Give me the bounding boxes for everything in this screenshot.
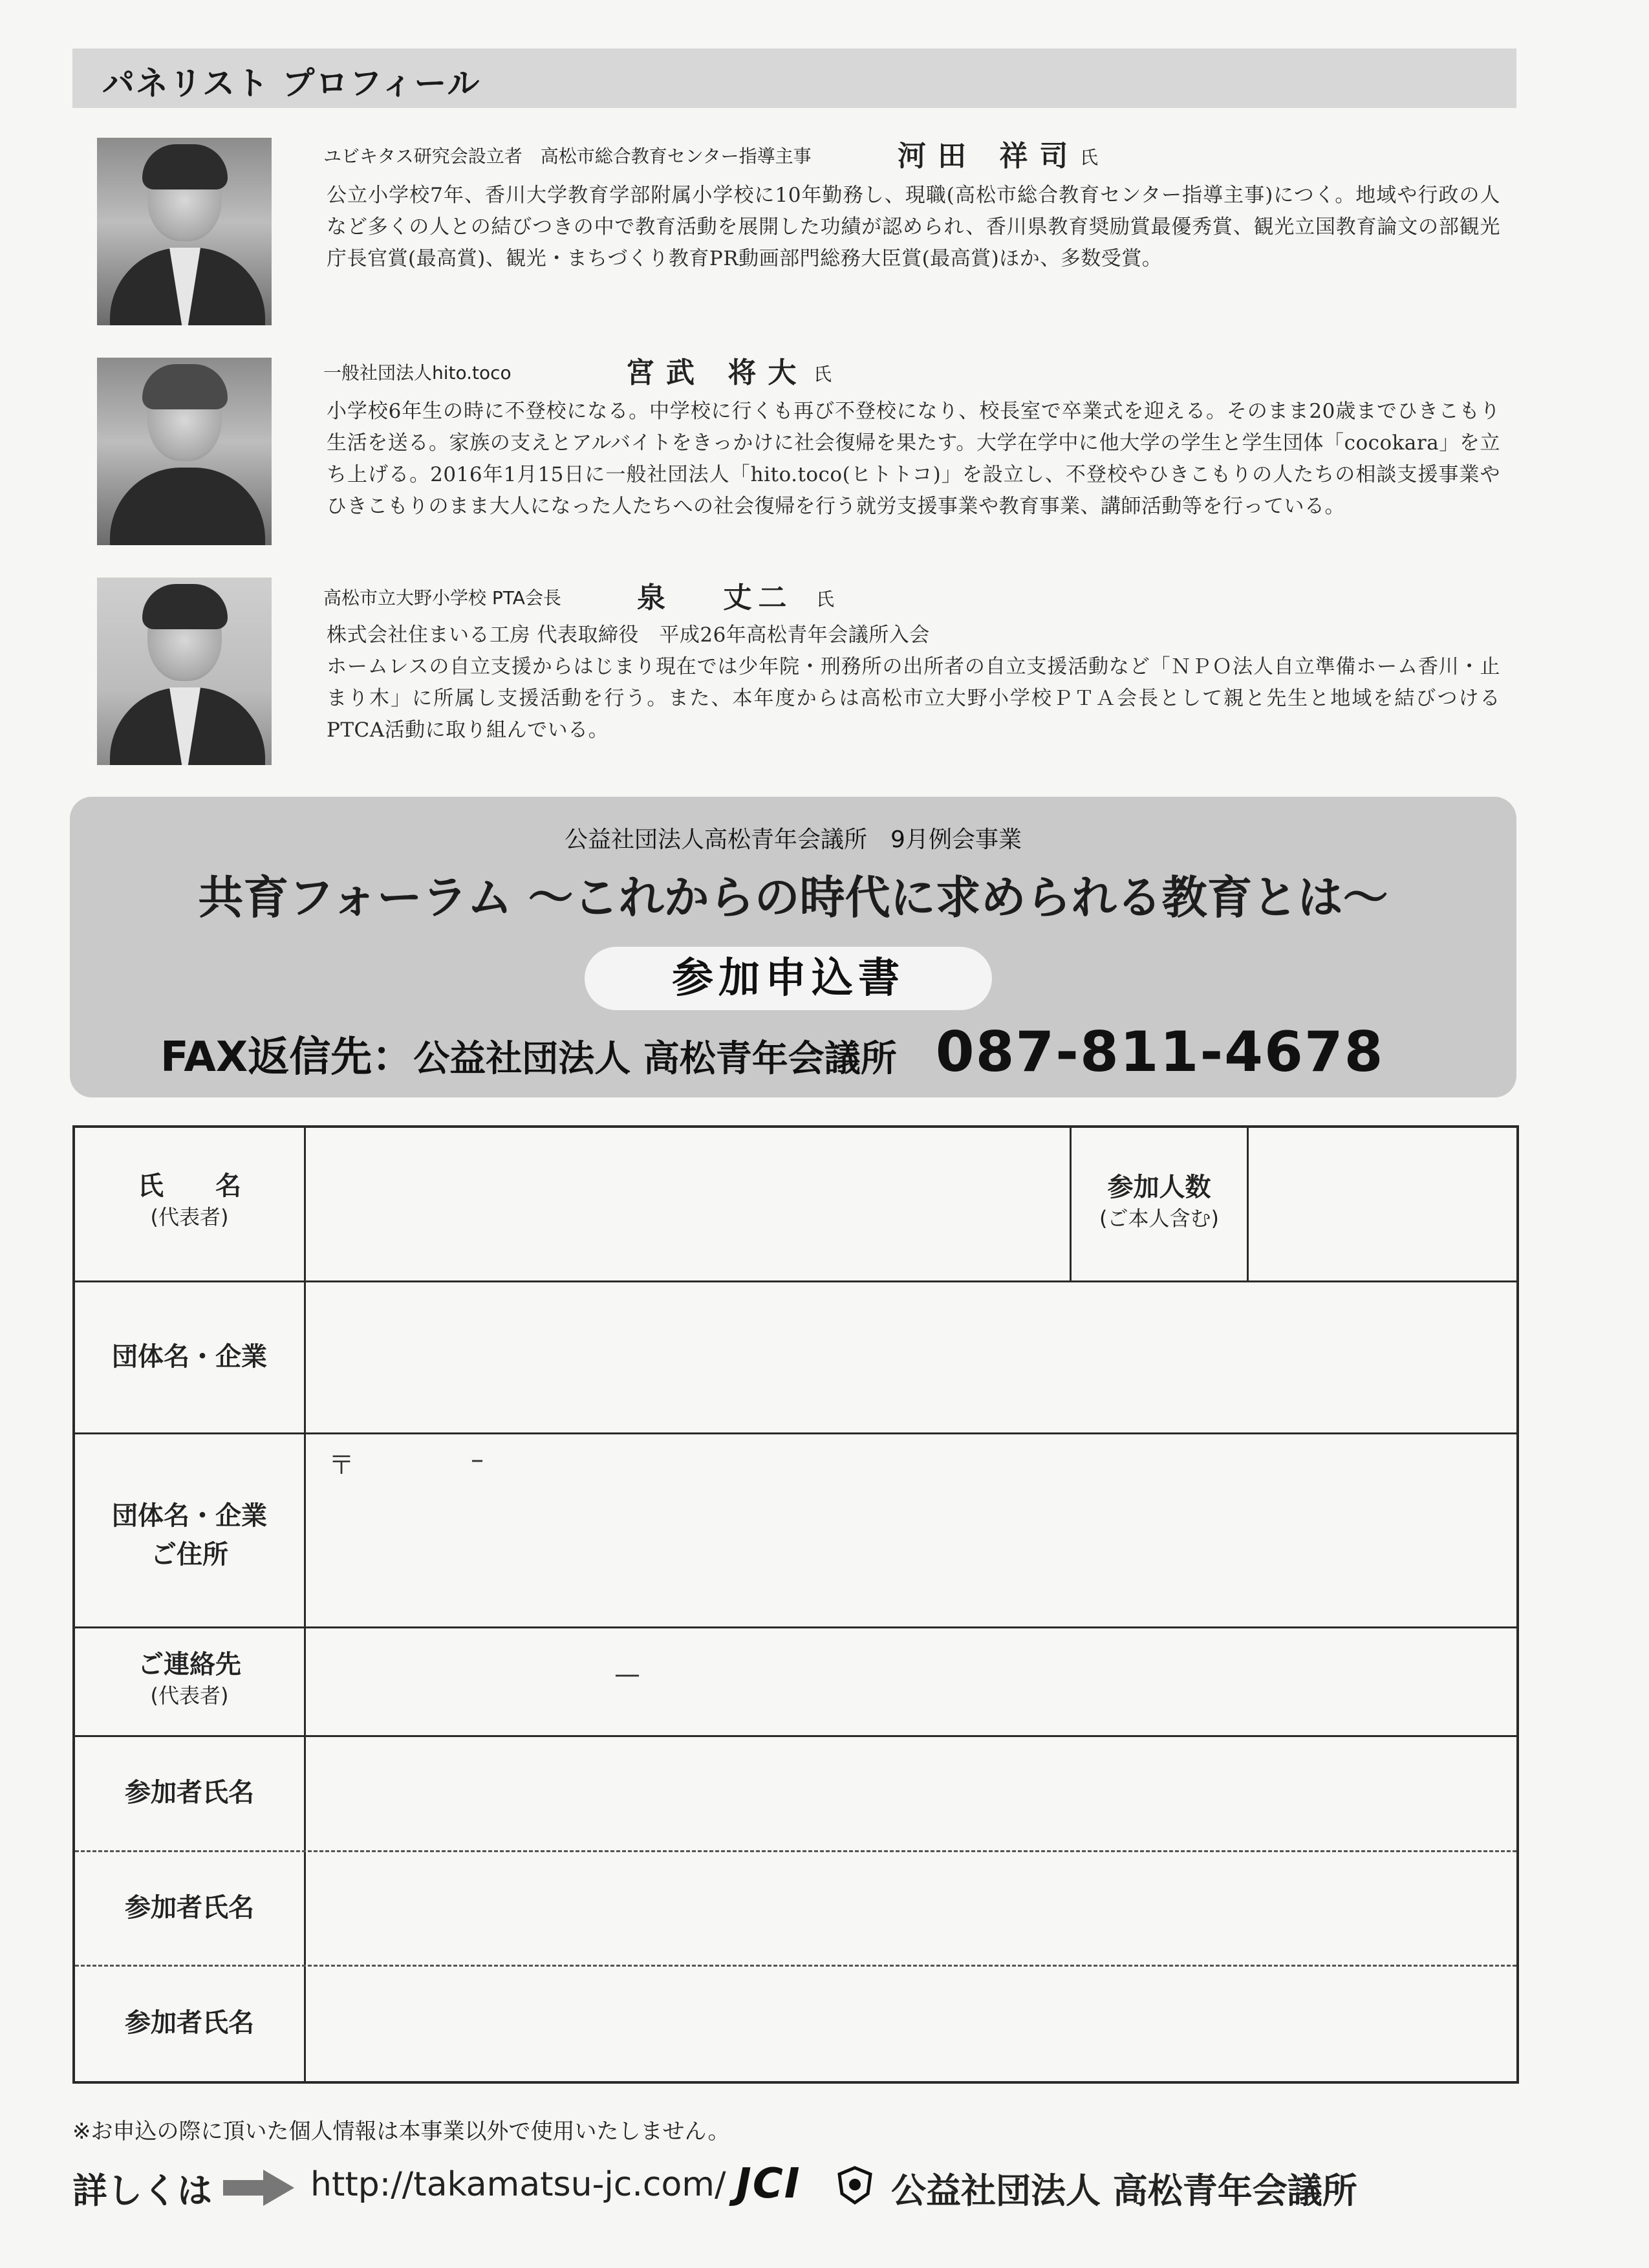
fax-org: 公益社団法人 高松青年会議所 [413,1038,897,1080]
name-field-label: 氏 名 (代表者) [138,1171,241,1229]
panelist-name: 泉 丈二 [637,581,793,614]
panelist-affiliation: ユビキタス研究会設立者 高松市総合教育センター指導主事 [323,146,812,167]
organization-label: 団体名・企業 [112,1342,267,1372]
participant-name-label: 参加者氏名 [125,2008,254,2038]
panelist-honorific: 氏 [816,589,835,610]
participant-name-label: 参加者氏名 [125,1778,254,1808]
footer-more-label: 詳しくは [72,2170,212,2211]
address-input[interactable] [307,1435,1514,1625]
panelist-name: 河田 祥司 [898,140,1080,173]
panelist-honorific: 氏 [1080,147,1099,168]
form-title: 参加申込書 [585,947,992,1010]
participant-name-input[interactable] [307,1738,1514,1849]
panelist-photo [97,138,272,325]
contact-input[interactable] [307,1629,1514,1733]
fax-line [160,1020,1385,1085]
panelist-bio: 株式会社住まいる工房 代表取締役 平成26年高松青年会議所入会 ホームレスの自立支援からはじまり現在では少年院・刑務所の出所者の自立支援活動など「ＮＰＯ法人自立準備ホーム香川・止まり木」に所属し支援活動を行う。また、本年度からは高松市立大野小学校ＰＴＡ会長として親と先生と地域を結びつけるPTCA活動に取り組んでいる。 [327,623,1500,742]
postal-mark: 〒 [329,1451,354,1480]
contact-label: ご連絡先 (代表者) [138,1650,241,1708]
footer-organization: 公益社団法人 高松青年会議所 [891,2170,1357,2211]
participant-name-label: 参加者氏名 [125,1893,254,1923]
event-subtitle: 公益社団法人高松青年会議所 9月例会事業 [565,826,1022,853]
application-form [72,1125,1519,2084]
panelist-honorific: 氏 [814,363,832,385]
organization-input[interactable] [307,1283,1514,1431]
arrow-right-icon [223,2170,294,2209]
panelist-affiliation: 一般社団法人hito.toco [323,362,512,383]
participant-count-input[interactable] [1249,1130,1514,1279]
participant-count-label: 参加人数 (ご本人含む) [1099,1172,1219,1231]
panelist-photo [97,358,272,545]
jci-logo: JCI [736,2160,801,2208]
jci-emblem-icon [835,2165,874,2208]
section-title: パネリスト プロフィール [102,65,481,102]
contact-dash: — [614,1659,640,1689]
participant-name-input[interactable] [307,1967,1514,2079]
address-label: 団体名・企業 ご住所 [112,1501,267,1570]
panelist-name: 宮武 将大 [626,356,808,389]
fax-label: FAX返信先： [160,1033,414,1081]
panelist-bio: 小学校6年生の時に不登校になる。中学校に行くも再び不登校になり、校長室で卒業式を迎える。そのまま20歳までひきこもり生活を送る。家族の支えとアルバイトをきっかけに社会復帰を果たす。大学在学中に他大学の学生と学生団体「cocokara」を立ち上げる。2016年1月15日に一般社団法人「hito.toco(ヒトトコ)」を設立し、不登校やひきこもりの人たちの相談支援事業やひきこもりのまま大人になった人たちへの社会復帰を行う就労支援事業や教育事業、講師活動等を行っている。 [327,400,1500,518]
panelist-affiliation: 高松市立大野小学校 PTA会長 [323,587,561,609]
section-header [72,49,1516,108]
event-title: 共育フォーラム ～これからの時代に求められる教育とは～ [198,871,1388,924]
postal-dash: – [471,1445,484,1474]
website-link[interactable]: http://takamatsu-jc.com/ [310,2165,726,2204]
fax-number: 087-811-4678 [935,1020,1385,1085]
panelist-bio: 公立小学校7年、香川大学教育学部附属小学校に10年勤務し、現職(高松市総合教育センター指導主事)につく。地域や行政の人など多くの人との結びつきの中で教育活動を展開した功績が認められ、香川県教育奨励賞最優秀賞、観光立国教育論文の部観光庁長官賞(最高賞)、観光・まちづくり教育PR動画部門総務大臣賞(最高賞)ほか、多数受賞。 [327,184,1500,270]
participant-name-input[interactable] [307,1853,1514,1963]
event-banner [70,797,1516,1097]
privacy-notice: ※お申込の際に頂いた個人情報は本事業以外で使用いたしません。 [72,2119,730,2144]
panelist-photo [97,578,272,765]
name-input[interactable] [307,1130,1068,1279]
